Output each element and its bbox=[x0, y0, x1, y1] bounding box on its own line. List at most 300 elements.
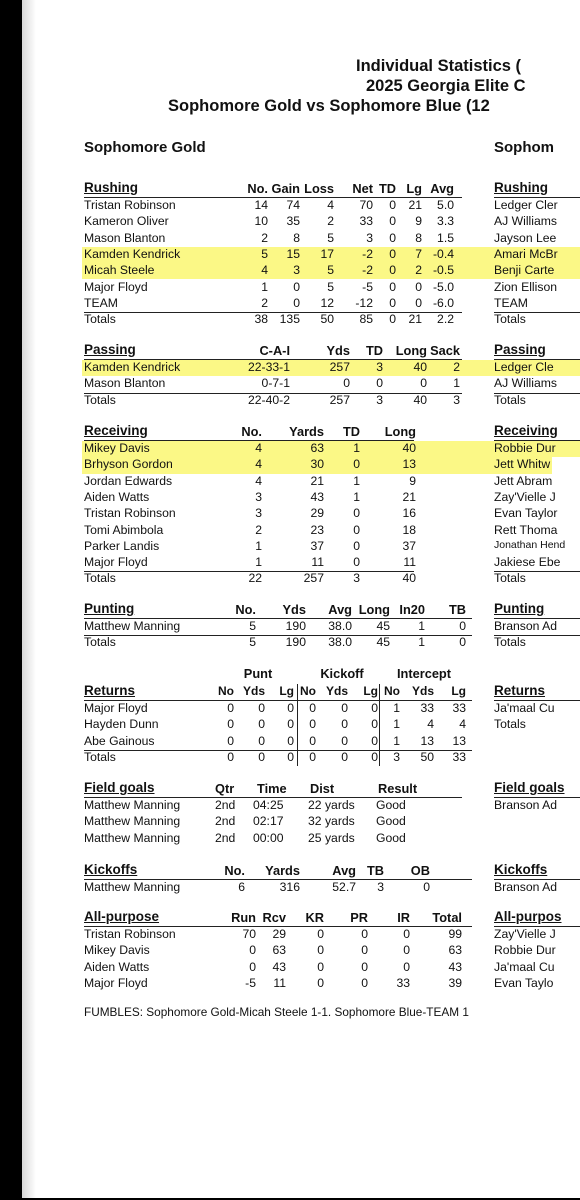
returns-group-header: Intercept bbox=[396, 666, 452, 681]
returns-cell: 0 bbox=[287, 733, 294, 748]
returns-col-header: No bbox=[218, 684, 234, 698]
kickoffs-player-name: Matthew Manning bbox=[84, 880, 181, 894]
rushing-cell: 0 bbox=[389, 295, 396, 310]
rushing-col-header: Gain bbox=[271, 181, 300, 196]
returns-player-name: Hayden Dunn bbox=[84, 717, 159, 732]
punting-player-name: Matthew Manning bbox=[84, 619, 181, 633]
field_goals-player-name: Matthew Manning bbox=[84, 830, 181, 845]
receiving-player-name: Tomi Abimbola bbox=[84, 522, 164, 537]
returns-cell: 13 bbox=[452, 733, 466, 748]
returns-cell: 0 bbox=[309, 717, 316, 732]
kickoffs-col-header: OB bbox=[410, 863, 430, 878]
returns-total-cell: 0 bbox=[227, 749, 234, 764]
field_goals-cell: 00:00 bbox=[253, 830, 284, 845]
receiving-cell: 4 bbox=[255, 457, 262, 472]
returns-cell: 4 bbox=[427, 717, 434, 732]
rushing-cell: -0.5 bbox=[432, 263, 454, 278]
receiving-cell: 3 bbox=[255, 506, 262, 521]
returns-cell: 0 bbox=[287, 717, 294, 732]
returns-cell: 0 bbox=[287, 701, 294, 715]
punting-title: Punting bbox=[84, 601, 135, 616]
rushing-cell: 8 bbox=[415, 230, 422, 245]
rushing-cell: 21 bbox=[408, 198, 422, 212]
receiving-cell: 3 bbox=[255, 489, 262, 504]
rushing-cell: 8 bbox=[293, 230, 300, 245]
receiving-cell: 2 bbox=[255, 522, 262, 537]
receiving-cell: 0 bbox=[353, 555, 360, 570]
rushing-right-title: Rushing bbox=[494, 180, 548, 195]
passing-right-player-name: Totals bbox=[494, 392, 526, 407]
field_goals-cell: 2nd bbox=[215, 814, 236, 829]
all_purpose-cell: 99 bbox=[448, 927, 462, 941]
receiving-player-name: Parker Landis bbox=[84, 538, 160, 553]
rushing-right-player-name: Jayson Lee bbox=[494, 230, 557, 245]
rushing-cell: 5.0 bbox=[437, 198, 454, 212]
returns-cell: 0 bbox=[309, 733, 316, 748]
punting-total-cell: 45 bbox=[376, 635, 390, 650]
fumbles-footer: FUMBLES: Sophomore Gold-Micah Steele 1-1. Sophomore Blue-TEAM 1 bbox=[84, 1005, 469, 1019]
receiving-title: Receiving bbox=[84, 423, 148, 438]
receiving-right-title: Receiving bbox=[494, 423, 558, 438]
rushing-right-player-name: Zion Ellison bbox=[494, 279, 557, 294]
receiving-player-name: Tristan Robinson bbox=[84, 506, 176, 521]
receiving-right-player-name: Rett Thoma bbox=[494, 522, 558, 537]
receiving-cell: 1 bbox=[353, 473, 360, 488]
receiving-cell: 1 bbox=[255, 555, 262, 570]
receiving-right-player-name: Jonathan Hend bbox=[494, 538, 566, 551]
all_purpose-cell: 0 bbox=[403, 943, 410, 958]
rushing-cell: 0 bbox=[389, 279, 396, 294]
returns-total-cell: 33 bbox=[452, 749, 466, 764]
rushing-cell: -5.0 bbox=[432, 279, 454, 294]
passing-title: Passing bbox=[84, 342, 136, 357]
all_purpose-cell: -5 bbox=[245, 975, 256, 990]
returns-cell: 0 bbox=[227, 717, 234, 732]
receiving-cell: 11 bbox=[403, 555, 416, 570]
passing-cell: 0 bbox=[376, 376, 383, 391]
returns-col-header: No bbox=[384, 684, 400, 698]
rushing-cell: -12 bbox=[355, 295, 373, 310]
rushing-cell: 2 bbox=[261, 230, 268, 245]
passing-cell: 3 bbox=[376, 360, 383, 374]
field_goals-cell: 22 yards bbox=[308, 798, 355, 812]
returns-cell: 0 bbox=[341, 733, 348, 748]
punting-right-title: Punting bbox=[494, 601, 545, 616]
rushing-cell: 17 bbox=[320, 246, 334, 261]
team-name-left: Sophomore Gold bbox=[84, 139, 206, 156]
all_purpose-col-header: IR bbox=[397, 910, 410, 925]
receiving-player-name: Aiden Watts bbox=[84, 489, 150, 504]
all_purpose-col-header: PR bbox=[350, 910, 368, 925]
field_goals-cell: 04:25 bbox=[253, 798, 284, 812]
passing-totals-label: Totals bbox=[84, 392, 116, 407]
all_purpose-cell: 0 bbox=[361, 975, 368, 990]
returns-cell: 0 bbox=[341, 717, 348, 732]
receiving-cell: 43 bbox=[310, 489, 324, 504]
rushing-right-player-name: Amari McBr bbox=[494, 246, 558, 261]
kickoffs-cell: 52.7 bbox=[332, 880, 356, 894]
rushing-col-header: Lg bbox=[406, 181, 422, 196]
field_goals-col-header: Qtr bbox=[215, 781, 235, 796]
punting-col-header: No. bbox=[235, 602, 256, 617]
rushing-col-header: Loss bbox=[304, 181, 334, 196]
rushing-cell: 2 bbox=[327, 214, 334, 229]
kickoffs-cell: 0 bbox=[423, 880, 430, 894]
kickoffs-col-header: Yards bbox=[265, 863, 300, 878]
all_purpose-player-name: Major Floyd bbox=[84, 975, 148, 990]
kickoffs-col-header: TB bbox=[366, 863, 384, 878]
rushing-total-cell: 0 bbox=[389, 312, 396, 327]
rushing-total-cell: 50 bbox=[320, 312, 334, 327]
returns-right-player-name: Totals bbox=[494, 717, 526, 732]
field_goals-col-header: Dist bbox=[310, 781, 335, 796]
kickoffs-col-header: No. bbox=[224, 863, 245, 878]
receiving-cell: 9 bbox=[409, 473, 416, 488]
returns-cell: 33 bbox=[452, 701, 466, 715]
receiving-total-cell: 257 bbox=[303, 571, 324, 586]
returns-right-player-name: Ja'maal Cu bbox=[494, 701, 555, 715]
receiving-cell: 23 bbox=[310, 522, 324, 537]
passing-col-header: Yds bbox=[326, 343, 350, 358]
receiving-right-player-name: Robbie Dur bbox=[494, 441, 556, 455]
all_purpose-cell: 70 bbox=[242, 927, 256, 941]
rushing-cell: 0 bbox=[293, 279, 300, 294]
rushing-cell: 0 bbox=[389, 263, 396, 278]
header-line-2: 2025 Georgia Elite C bbox=[366, 77, 526, 95]
receiving-cell: 1 bbox=[353, 489, 360, 504]
punting-total-cell: 38.0 bbox=[328, 635, 352, 650]
receiving-cell: 0 bbox=[353, 506, 360, 521]
returns-cell: 0 bbox=[258, 733, 265, 748]
rushing-totals-label: Totals bbox=[84, 312, 116, 327]
returns-total-cell: 0 bbox=[371, 749, 378, 764]
receiving-right-player-name: Jett Abram bbox=[494, 473, 553, 488]
passing-total-cell: 22-40-2 bbox=[247, 392, 290, 407]
passing-player-name: Mason Blanton bbox=[84, 376, 166, 391]
punting-cell: 1 bbox=[418, 619, 425, 633]
passing-total-cell: 40 bbox=[413, 392, 427, 407]
receiving-right-player-name: Jakiese Ebe bbox=[494, 555, 561, 570]
header-line-1: Individual Statistics ( bbox=[356, 57, 522, 75]
rushing-cell: 0 bbox=[389, 198, 396, 212]
field_goals-cell: 02:17 bbox=[253, 814, 284, 829]
returns-col-header: Yds bbox=[242, 684, 265, 698]
stats-sheet bbox=[22, 0, 580, 1198]
returns-player-name: Abe Gainous bbox=[84, 733, 155, 748]
returns-totals-label: Totals bbox=[84, 749, 116, 764]
passing-cell: 257 bbox=[329, 360, 350, 374]
returns-cell: 0 bbox=[341, 701, 348, 715]
all_purpose-player-name: Mikey Davis bbox=[84, 943, 150, 958]
receiving-cell: 11 bbox=[311, 555, 324, 570]
punting-cell: 38.0 bbox=[328, 619, 352, 633]
rushing-player-name: Tristan Robinson bbox=[84, 198, 176, 212]
rushing-right-player-name: TEAM bbox=[494, 295, 528, 310]
all_purpose-col-header: KR bbox=[305, 910, 324, 925]
rushing-cell: 9 bbox=[415, 214, 422, 229]
rushing-cell: 35 bbox=[286, 214, 300, 229]
rushing-cell: 5 bbox=[261, 246, 268, 261]
field_goals-right-title: Field goals bbox=[494, 780, 565, 795]
all_purpose-right-player-name: Ja'maal Cu bbox=[494, 959, 555, 974]
receiving-col-header: No. bbox=[241, 424, 262, 439]
field_goals-player-name: Matthew Manning bbox=[84, 814, 181, 829]
all_purpose-cell: 0 bbox=[317, 959, 324, 974]
all_purpose-cell: 0 bbox=[403, 927, 410, 941]
rushing-cell: 1 bbox=[261, 279, 268, 294]
returns-cell: 0 bbox=[371, 733, 378, 748]
rushing-cell: -0.4 bbox=[432, 246, 454, 261]
rushing-player-name: Kameron Oliver bbox=[84, 214, 169, 229]
rushing-cell: 74 bbox=[286, 198, 300, 212]
kickoffs-right-player-name: Branson Ad bbox=[494, 880, 558, 894]
passing-right-player-name: AJ Williams bbox=[494, 376, 557, 391]
rushing-cell: 0 bbox=[415, 279, 422, 294]
returns-right-title: Returns bbox=[494, 683, 546, 698]
returns-col-header: Lg bbox=[451, 684, 466, 698]
rushing-cell: 3 bbox=[366, 230, 373, 245]
rushing-col-header: No. bbox=[247, 181, 268, 196]
receiving-col-header: Yards bbox=[289, 424, 324, 439]
rushing-cell: 10 bbox=[254, 214, 268, 229]
receiving-cell: 4 bbox=[255, 441, 262, 455]
field_goals-cell: Good bbox=[376, 798, 406, 812]
all_purpose-cell: 0 bbox=[317, 943, 324, 958]
field_goals-col-header: Time bbox=[257, 781, 287, 796]
rushing-player-name: Major Floyd bbox=[84, 279, 148, 294]
punting-totals-label: Totals bbox=[84, 635, 116, 650]
receiving-cell: 13 bbox=[402, 457, 416, 472]
rushing-cell: -5 bbox=[362, 279, 373, 294]
receiving-cell: 0 bbox=[353, 522, 360, 537]
passing-total-cell: 3 bbox=[376, 392, 383, 407]
receiving-col-header: TD bbox=[342, 424, 360, 439]
all_purpose-cell: 0 bbox=[361, 959, 368, 974]
returns-total-cell: 0 bbox=[341, 749, 348, 764]
rushing-player-name: Micah Steele bbox=[84, 263, 155, 278]
punting-col-header: TB bbox=[448, 602, 466, 617]
passing-col-header: Sack bbox=[430, 343, 460, 358]
field_goals-player-name: Matthew Manning bbox=[84, 798, 181, 812]
rushing-total-cell: 21 bbox=[408, 312, 422, 327]
returns-cell: 33 bbox=[420, 701, 434, 715]
all_purpose-cell: 0 bbox=[317, 927, 324, 941]
rushing-player-name: Kamden Kendrick bbox=[84, 246, 181, 261]
rushing-cell: 7 bbox=[415, 246, 422, 261]
receiving-cell: 0 bbox=[353, 538, 360, 553]
rushing-cell: 2 bbox=[415, 263, 422, 278]
all_purpose-cell: 29 bbox=[272, 927, 286, 941]
kickoffs-title: Kickoffs bbox=[84, 862, 138, 877]
returns-cell: 1 bbox=[393, 717, 400, 732]
returns-cell: 1 bbox=[393, 701, 400, 715]
punting-total-cell: 0 bbox=[459, 635, 466, 650]
rushing-total-cell: 135 bbox=[279, 312, 300, 327]
all_purpose-col-header: Run bbox=[231, 910, 256, 925]
returns-cell: 0 bbox=[227, 733, 234, 748]
rushing-cell: 0 bbox=[389, 246, 396, 261]
field_goals-right-player-name: Branson Ad bbox=[494, 798, 558, 812]
returns-total-cell: 0 bbox=[287, 749, 294, 764]
receiving-player-name: Mikey Davis bbox=[84, 441, 150, 455]
receiving-player-name: Jordan Edwards bbox=[84, 473, 173, 488]
receiving-cell: 29 bbox=[310, 506, 324, 521]
rushing-cell: 2 bbox=[261, 295, 268, 310]
all_purpose-cell: 39 bbox=[448, 975, 462, 990]
rushing-cell: -2 bbox=[362, 246, 373, 261]
all_purpose-cell: 0 bbox=[317, 975, 324, 990]
header-line-3: Sophomore Gold vs Sophomore Blue (12 bbox=[168, 97, 490, 115]
returns-title: Returns bbox=[84, 683, 136, 698]
passing-cell: 40 bbox=[413, 360, 427, 374]
rushing-player-name: Mason Blanton bbox=[84, 230, 166, 245]
all_purpose-right-title: All-purpos bbox=[494, 909, 562, 924]
returns-total-cell: 0 bbox=[258, 749, 265, 764]
field_goals-cell: Good bbox=[376, 830, 406, 845]
receiving-cell: 1 bbox=[353, 441, 360, 455]
receiving-cell: 21 bbox=[402, 489, 416, 504]
returns-col-header: No bbox=[300, 684, 316, 698]
all_purpose-cell: 63 bbox=[272, 943, 286, 958]
passing-cell: 0 bbox=[343, 376, 350, 391]
passing-right-title: Passing bbox=[494, 342, 546, 357]
all_purpose-col-header: Total bbox=[432, 910, 462, 925]
returns-cell: 0 bbox=[258, 717, 265, 732]
passing-total-cell: 3 bbox=[453, 392, 460, 407]
rushing-col-header: Net bbox=[352, 181, 373, 196]
passing-right-player-name: Ledger Cle bbox=[494, 360, 554, 374]
receiving-cell: 1 bbox=[255, 538, 262, 553]
passing-cell: 1 bbox=[453, 376, 460, 391]
all_purpose-right-player-name: Evan Taylo bbox=[494, 975, 554, 990]
receiving-right-player-name: Jett Whitw bbox=[494, 457, 551, 472]
all_purpose-cell: 33 bbox=[396, 975, 410, 990]
passing-col-header: TD bbox=[365, 343, 383, 358]
returns-total-cell: 0 bbox=[309, 749, 316, 764]
punting-right-player-name: Branson Ad bbox=[494, 619, 558, 633]
returns-col-header: Yds bbox=[411, 684, 434, 698]
rushing-cell: 4 bbox=[261, 263, 268, 278]
rushing-cell: -2 bbox=[362, 263, 373, 278]
rushing-title: Rushing bbox=[84, 180, 138, 195]
all_purpose-player-name: Tristan Robinson bbox=[84, 927, 176, 941]
receiving-right-player-name: Evan Taylor bbox=[494, 506, 558, 521]
returns-cell: 13 bbox=[420, 733, 434, 748]
receiving-cell: 4 bbox=[255, 473, 262, 488]
receiving-player-name: Brhyson Gordon bbox=[84, 457, 173, 472]
rushing-right-player-name: Totals bbox=[494, 312, 526, 327]
passing-cell: 2 bbox=[453, 360, 460, 374]
passing-col-header: Long bbox=[395, 343, 427, 358]
punting-cell: 5 bbox=[249, 619, 256, 633]
rushing-total-cell: 2.2 bbox=[437, 312, 454, 327]
all_purpose-player-name: Aiden Watts bbox=[84, 959, 150, 974]
receiving-cell: 40 bbox=[402, 441, 416, 455]
rushing-total-cell: 38 bbox=[254, 312, 268, 327]
field_goals-cell: 2nd bbox=[215, 830, 236, 845]
rushing-col-header: TD bbox=[378, 181, 396, 196]
receiving-total-cell: 3 bbox=[353, 571, 360, 586]
punting-cell: 45 bbox=[376, 619, 390, 633]
rushing-right-player-name: AJ Williams bbox=[494, 214, 557, 229]
receiving-right-player-name: Totals bbox=[494, 571, 526, 586]
rushing-cell: 0 bbox=[415, 295, 422, 310]
kickoffs-col-header: Avg bbox=[332, 863, 356, 878]
all_purpose-cell: 11 bbox=[273, 975, 286, 990]
rushing-cell: 33 bbox=[359, 214, 373, 229]
all_purpose-cell: 0 bbox=[361, 943, 368, 958]
returns-group-header: Kickoff bbox=[320, 666, 364, 681]
field_goals-col-header: Result bbox=[378, 781, 418, 796]
rushing-cell: 3 bbox=[293, 263, 300, 278]
field_goals-cell: 32 yards bbox=[308, 814, 355, 829]
returns-total-cell: 50 bbox=[420, 749, 434, 764]
punting-cell: 0 bbox=[459, 619, 466, 633]
all_purpose-cell: 0 bbox=[361, 927, 368, 941]
passing-player-name: Kamden Kendrick bbox=[84, 360, 181, 374]
team-name-right: Sophom bbox=[494, 139, 554, 156]
punting-total-cell: 190 bbox=[285, 635, 306, 650]
kickoffs-cell: 3 bbox=[377, 880, 384, 894]
receiving-cell: 63 bbox=[310, 441, 324, 455]
passing-cell: 0-7-1 bbox=[261, 376, 290, 391]
punting-right-player-name: Totals bbox=[494, 635, 526, 650]
rushing-player-name: TEAM bbox=[84, 295, 118, 310]
all_purpose-cell: 43 bbox=[448, 959, 462, 974]
receiving-total-cell: 22 bbox=[248, 571, 262, 586]
returns-col-header: Yds bbox=[325, 684, 348, 698]
rushing-cell: 15 bbox=[286, 246, 300, 261]
receiving-cell: 30 bbox=[310, 457, 324, 472]
field_goals-cell: 25 yards bbox=[308, 830, 355, 845]
receiving-cell: 0 bbox=[353, 457, 360, 472]
receiving-col-header: Long bbox=[384, 424, 416, 439]
all_purpose-col-header: Rcv bbox=[262, 910, 286, 925]
returns-cell: 0 bbox=[227, 701, 234, 715]
rushing-cell: -6.0 bbox=[432, 295, 454, 310]
rushing-cell: 0 bbox=[389, 230, 396, 245]
passing-cell: 0 bbox=[420, 376, 427, 391]
rushing-right-player-name: Benji Carte bbox=[494, 263, 555, 278]
receiving-right-player-name: Zay'Vielle J bbox=[494, 489, 556, 504]
all_purpose-cell: 0 bbox=[249, 959, 256, 974]
punting-cell: 190 bbox=[285, 619, 306, 633]
rushing-col-header: Avg bbox=[430, 181, 454, 196]
rushing-cell: 1.5 bbox=[437, 230, 454, 245]
returns-player-name: Major Floyd bbox=[84, 701, 148, 715]
field_goals-cell: 2nd bbox=[215, 798, 236, 812]
receiving-cell: 37 bbox=[402, 538, 416, 553]
all_purpose-cell: 0 bbox=[249, 943, 256, 958]
rushing-cell: 3.3 bbox=[437, 214, 454, 229]
receiving-cell: 16 bbox=[402, 506, 416, 521]
kickoffs-cell: 316 bbox=[279, 880, 300, 894]
rushing-cell: 5 bbox=[327, 230, 334, 245]
rushing-cell: 4 bbox=[327, 198, 334, 212]
rushing-cell: 0 bbox=[389, 214, 396, 229]
returns-group-header: Punt bbox=[243, 666, 273, 681]
rushing-cell: 14 bbox=[254, 198, 268, 212]
kickoffs-cell: 6 bbox=[238, 880, 245, 894]
returns-cell: 0 bbox=[258, 701, 265, 715]
returns-cell: 0 bbox=[371, 717, 378, 732]
punting-col-header: Long bbox=[358, 602, 390, 617]
receiving-total-cell: 40 bbox=[402, 571, 416, 586]
all_purpose-cell: 43 bbox=[272, 959, 286, 974]
returns-cell: 1 bbox=[393, 733, 400, 748]
page-edge-shadow bbox=[22, 0, 36, 1198]
rushing-cell: 5 bbox=[327, 279, 334, 294]
